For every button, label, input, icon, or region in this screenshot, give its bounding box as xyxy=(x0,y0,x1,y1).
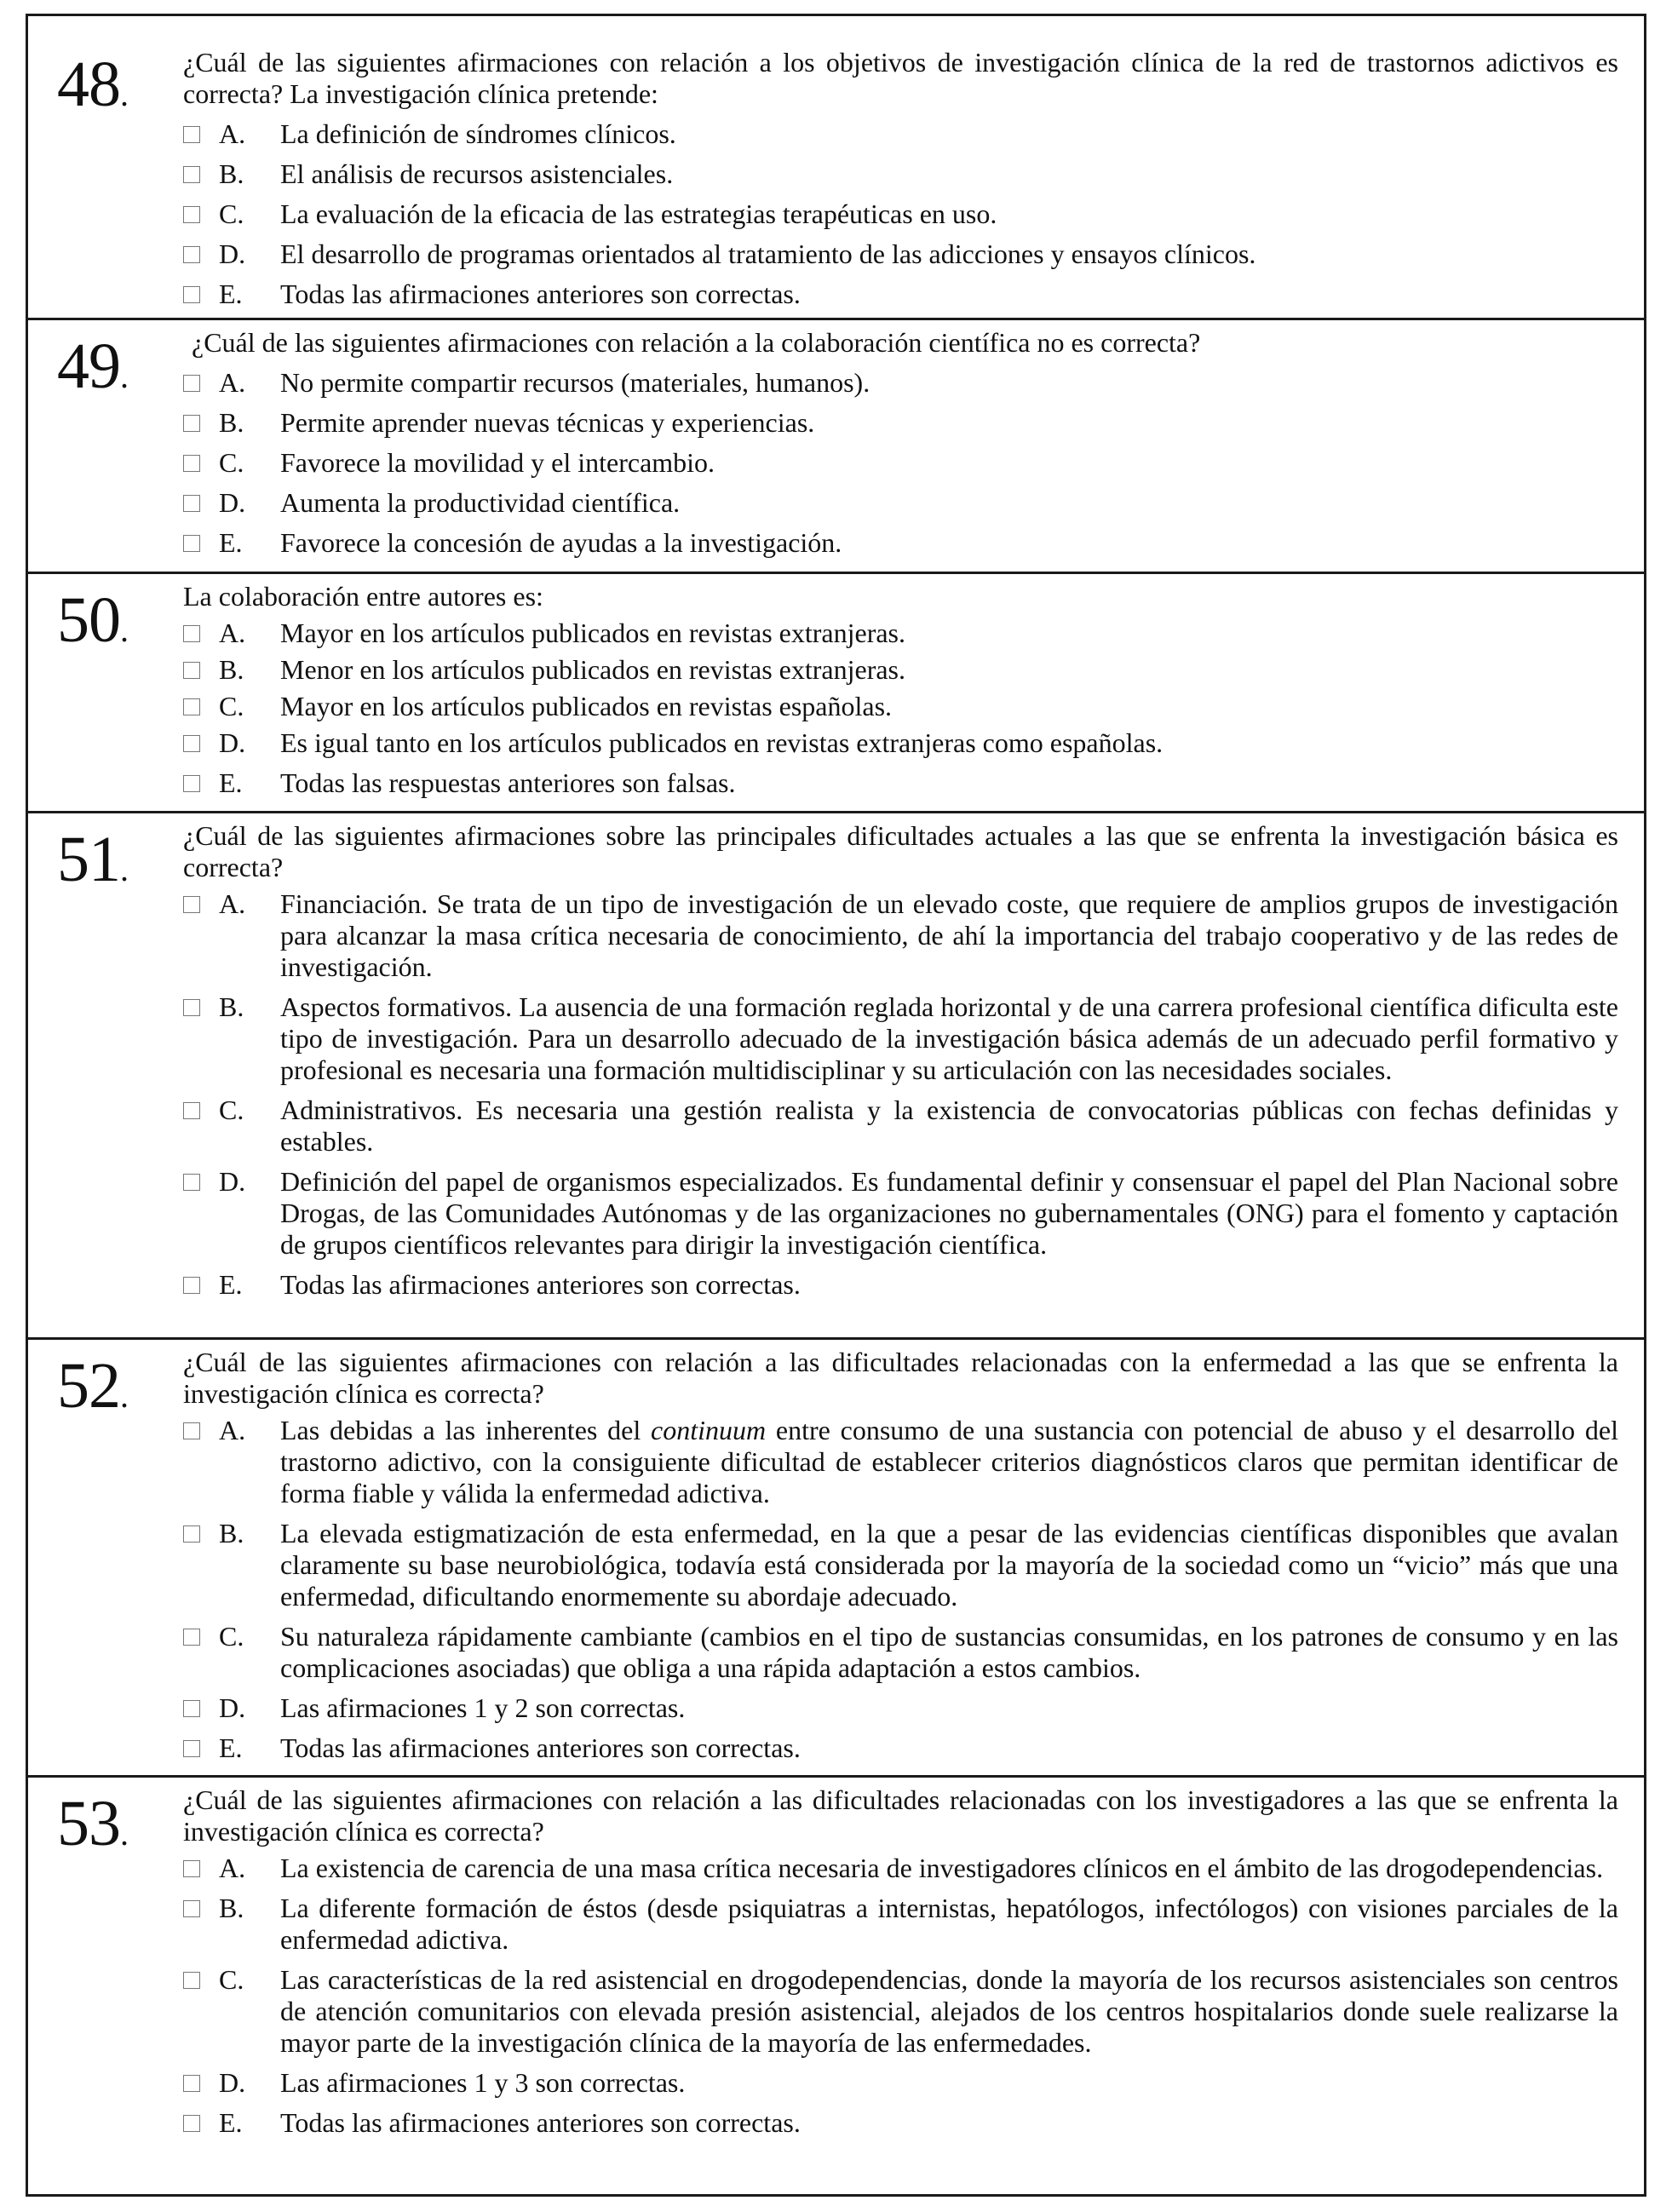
checkbox[interactable] xyxy=(183,206,200,223)
checkbox[interactable] xyxy=(183,1700,200,1717)
option-a[interactable]: A. Las debidas a las inherentes del continuum entre consumo de una sustancia con potencial de abuso y el desarrollo del trastorno adictivo, con la consiguiente dificultad de establecer criterios diagnósticos claros que permitan identificar de forma fiable y válida la enfermedad adictiva. xyxy=(183,1415,1618,1509)
checkbox[interactable] xyxy=(183,495,200,512)
exam-frame xyxy=(26,14,1646,2197)
question-number: 52. xyxy=(57,1350,129,1422)
option-e[interactable]: E. Favorece la concesión de ayudas a la investigación. xyxy=(183,527,1618,559)
option-d[interactable]: D. Aumenta la productividad científica. xyxy=(183,487,1618,519)
options-list xyxy=(183,118,1618,310)
option-c[interactable]: C. Su naturaleza rápidamente cambiante (cambios en el tipo de sustancias consumidas, en los patrones de consumo y en las complicaciones asociadas) que obliga a una rápida adaptación a estos cambios. xyxy=(183,1621,1618,1684)
question-stem: ¿Cuál de las siguientes afirmaciones sobre las principales dificultades actuales a las que se enfrenta la investigación básica es correcta? xyxy=(183,820,1618,882)
option-e[interactable]: E. Todas las afirmaciones anteriores son correctas. xyxy=(183,2107,1618,2139)
question-stem: ¿Cuál de las siguientes afirmaciones con relación a la colaboración científica no es correcta? xyxy=(192,327,1201,358)
checkbox[interactable] xyxy=(183,286,200,303)
checkbox[interactable] xyxy=(183,1422,200,1439)
question-number: 48. xyxy=(57,49,129,120)
checkbox[interactable] xyxy=(183,246,200,263)
checkbox[interactable] xyxy=(183,735,200,752)
option-c[interactable]: C. Administrativos. Es necesaria una gestión realista y la existencia de convocatorias públicas con fechas definidas y estables. xyxy=(183,1095,1618,1158)
checkbox[interactable] xyxy=(183,166,200,183)
question-49 xyxy=(28,318,1644,572)
checkbox[interactable] xyxy=(183,1277,200,1294)
options-list xyxy=(183,888,1618,1301)
question-stem: ¿Cuál de las siguientes afirmaciones con relación a las dificultades relacionadas con los investigadores a las que se enfrenta la investigación clínica es correcta? xyxy=(183,1784,1618,1847)
option-c[interactable]: C. Las características de la red asistencial en drogodependencias, donde la mayoría de los recursos asistenciales son centros de atención comunitarios con elevada presión asistencial, alejados de los centros hospitalarios donde suele realizarse la mayor parte de la investigación clínica de la mayoría de las enfermedades. xyxy=(183,1964,1618,2059)
option-b[interactable]: B. La diferente formación de éstos (desde psiquiatras a internistas, hepatólogos, infectólogos) con visiones parciales de la enfermedad adictiva. xyxy=(183,1893,1618,1956)
question-50 xyxy=(28,572,1644,811)
question-53 xyxy=(28,1775,1644,2194)
option-b[interactable]: B. Permite aprender nuevas técnicas y experiencias. xyxy=(183,407,1618,439)
option-e[interactable]: E. Todas las afirmaciones anteriores son correctas. xyxy=(183,1269,1618,1301)
option-b[interactable]: B. Menor en los artículos publicados en revistas extranjeras. xyxy=(183,654,1618,686)
option-a[interactable]: A. No permite compartir recursos (materiales, humanos). xyxy=(183,367,1618,399)
checkbox[interactable] xyxy=(183,698,200,715)
checkbox[interactable] xyxy=(183,375,200,392)
option-b[interactable]: B. El análisis de recursos asistenciales. xyxy=(183,158,1618,190)
option-a[interactable]: A. La definición de síndromes clínicos. xyxy=(183,118,1618,150)
option-a[interactable]: A. Mayor en los artículos publicados en revistas extranjeras. xyxy=(183,618,1618,649)
checkbox[interactable] xyxy=(183,1900,200,1917)
option-e[interactable]: E. Todas las afirmaciones anteriores son correctas. xyxy=(183,1732,1618,1764)
option-d[interactable]: D. Las afirmaciones 1 y 2 son correctas. xyxy=(183,1692,1618,1724)
option-e[interactable]: E. Todas las afirmaciones anteriores son correctas. xyxy=(183,279,1618,310)
question-stem: La colaboración entre autores es: xyxy=(183,581,543,612)
question-stem: ¿Cuál de las siguientes afirmaciones con relación a los objetivos de investigación clínica de la red de trastornos adictivos es correcta? La investigación clínica pretende: xyxy=(183,47,1618,109)
question-number: 53. xyxy=(57,1788,129,1859)
option-a[interactable]: A. Financiación. Se trata de un tipo de investigación de un elevado coste, que requiere de amplios grupos de investigación para alcanzar la masa crítica necesaria de conocimiento, de ahí la importancia del trabajo cooperativo y de las redes de investigación. xyxy=(183,888,1618,983)
option-c[interactable]: C. La evaluación de la eficacia de las estrategias terapéuticas en uso. xyxy=(183,198,1618,230)
question-51 xyxy=(28,811,1644,1337)
option-b[interactable]: B. La elevada estigmatización de esta enfermedad, en la que a pesar de las evidencias científicas disponibles que avalan claramente su base neurobiológica, todavía está considerada por la mayoría de la sociedad como un “vicio” más que una enfermedad, dificultando enormemente su abordaje adecuado. xyxy=(183,1518,1618,1612)
checkbox[interactable] xyxy=(183,2075,200,2092)
checkbox[interactable] xyxy=(183,1740,200,1757)
checkbox[interactable] xyxy=(183,896,200,913)
options-list xyxy=(183,1853,1618,2139)
checkbox[interactable] xyxy=(183,126,200,143)
option-d[interactable]: D. Definición del papel de organismos especializados. Es fundamental definir y consensuar el papel del Plan Nacional sobre Drogas, de las Comunidades Autónomas y de las organizaciones no gubernamentales (ONG) para el fomento y captación de grupos científicos relevantes para dirigir la investigación científica. xyxy=(183,1166,1618,1261)
question-number: 49. xyxy=(57,330,129,402)
checkbox[interactable] xyxy=(183,1174,200,1191)
checkbox[interactable] xyxy=(183,662,200,679)
question-number: 51. xyxy=(57,824,129,895)
options-list xyxy=(183,1415,1618,1764)
options-list xyxy=(183,618,1618,799)
checkbox[interactable] xyxy=(183,1525,200,1543)
option-c[interactable]: C. Favorece la movilidad y el intercambio. xyxy=(183,447,1618,479)
checkbox[interactable] xyxy=(183,2115,200,2132)
options-list xyxy=(183,367,1618,559)
checkbox[interactable] xyxy=(183,1102,200,1119)
question-number: 50. xyxy=(57,584,129,656)
checkbox[interactable] xyxy=(183,415,200,432)
option-d[interactable]: D. Es igual tanto en los artículos publicados en revistas extranjeras como españolas. xyxy=(183,727,1618,759)
checkbox[interactable] xyxy=(183,999,200,1016)
option-d[interactable]: D. El desarrollo de programas orientados al tratamiento de las adicciones y ensayos clínicos. xyxy=(183,238,1618,270)
option-a[interactable]: A. La existencia de carencia de una masa crítica necesaria de investigadores clínicos en el ámbito de las drogodependencias. xyxy=(183,1853,1618,1884)
checkbox[interactable] xyxy=(183,1860,200,1877)
option-c[interactable]: C. Mayor en los artículos publicados en revistas españolas. xyxy=(183,691,1618,722)
checkbox[interactable] xyxy=(183,455,200,472)
question-48 xyxy=(28,16,1644,318)
option-d[interactable]: D. Las afirmaciones 1 y 3 son correctas. xyxy=(183,2067,1618,2099)
checkbox[interactable] xyxy=(183,775,200,792)
question-stem: ¿Cuál de las siguientes afirmaciones con relación a las dificultades relacionadas con la enfermedad a las que se enfrenta la investigación clínica es correcta? xyxy=(183,1347,1618,1409)
checkbox[interactable] xyxy=(183,625,200,642)
option-e[interactable]: E. Todas las respuestas anteriores son falsas. xyxy=(183,767,1618,799)
option-b[interactable]: B. Aspectos formativos. La ausencia de una formación reglada horizontal y de una carrera profesional científica dificulta este tipo de investigación. Para un desarrollo adecuado de la investigación básica además de un adecuado perfil formativo y profesional es necesaria una formación multidisciplinar y su articulación con las necesidades sociales. xyxy=(183,991,1618,1086)
question-52 xyxy=(28,1337,1644,1775)
checkbox[interactable] xyxy=(183,1972,200,1989)
checkbox[interactable] xyxy=(183,1629,200,1646)
checkbox[interactable] xyxy=(183,535,200,552)
